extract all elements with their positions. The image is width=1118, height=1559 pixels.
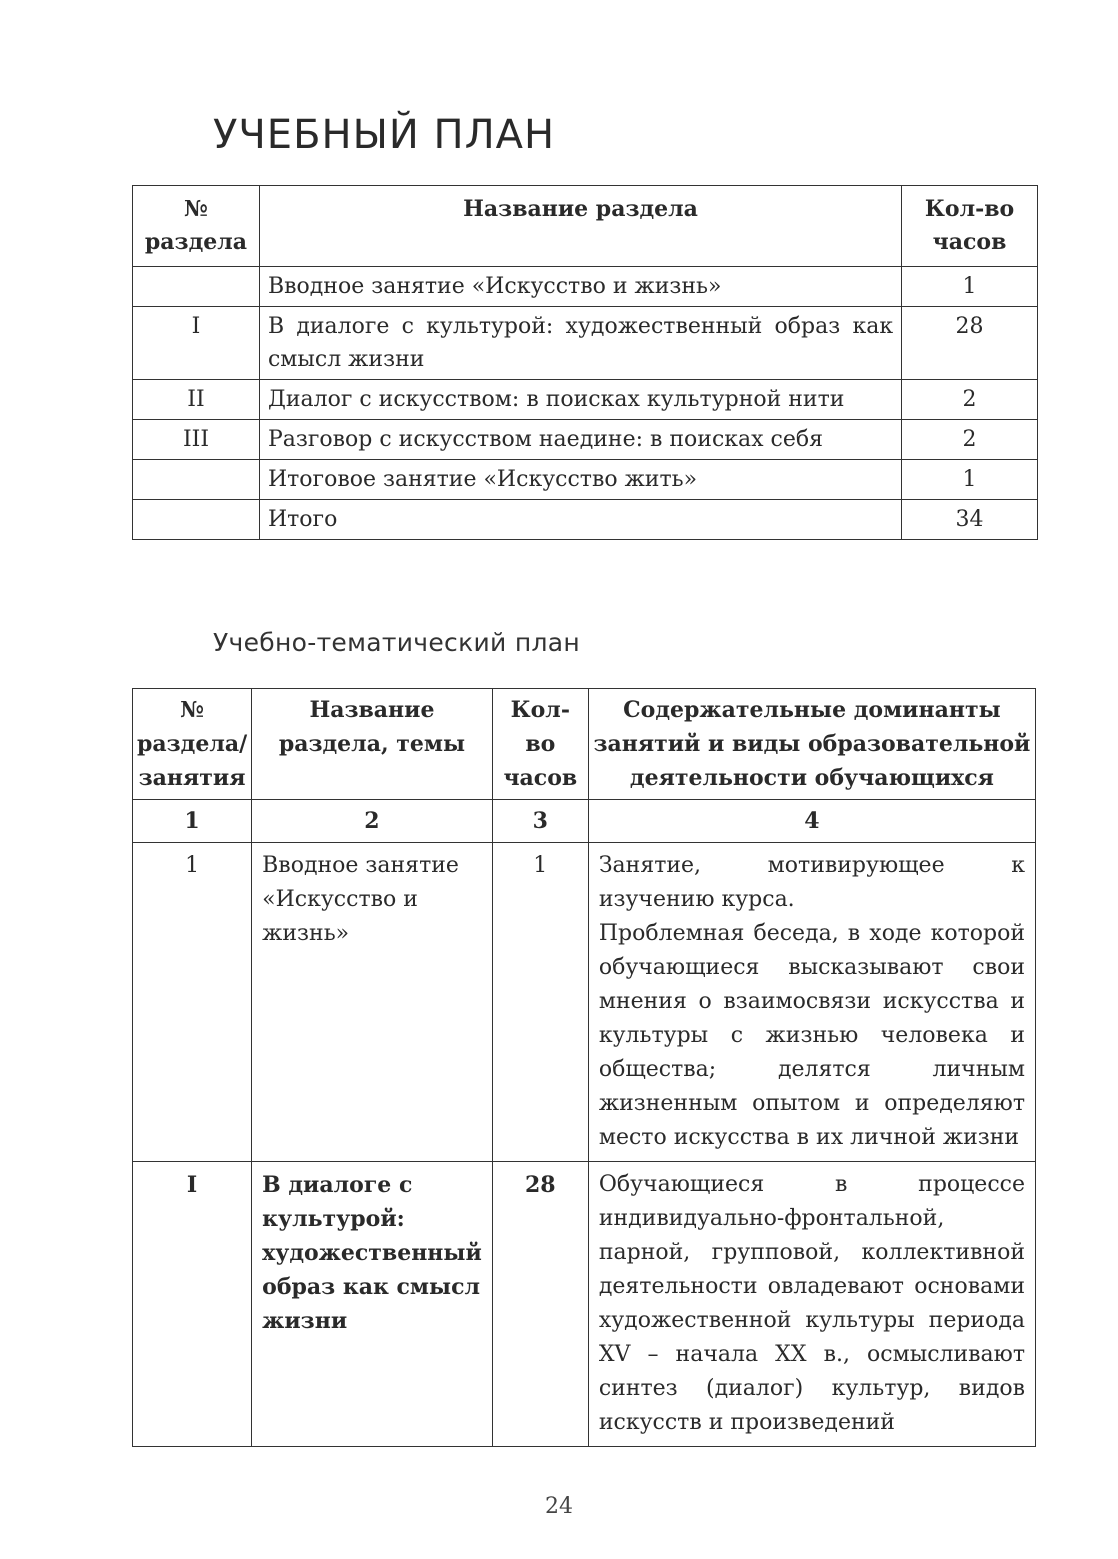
section-number: III xyxy=(133,420,260,460)
header-section-number: № раздела xyxy=(133,186,260,267)
lesson-description xyxy=(588,1162,1035,1447)
column-number: 2 xyxy=(252,800,493,843)
header-topic-name: Название раздела, темы xyxy=(252,689,493,800)
section-number xyxy=(133,460,260,500)
lesson-number: I xyxy=(133,1162,252,1447)
section-name: Итоговое занятие «Искусство жить» xyxy=(259,460,901,500)
header-content: Содержательные доминанты занятий и виды образовательной деятельности обучающихся xyxy=(588,689,1035,800)
table-row xyxy=(133,307,1038,380)
section-number: II xyxy=(133,380,260,420)
lesson-hours: 28 xyxy=(492,1162,588,1447)
lesson-name: В диалоге с культурой: художественный образ как смысл жизни xyxy=(252,1162,493,1447)
header-hours: Кол-во часов xyxy=(492,689,588,800)
section-hours: 1 xyxy=(902,267,1038,307)
lesson-number: 1 xyxy=(133,843,252,1162)
section-name: Итого xyxy=(259,500,901,540)
section-hours: 2 xyxy=(902,420,1038,460)
page-number: 24 xyxy=(545,1494,573,1519)
table-row xyxy=(133,1162,1036,1447)
section-number: I xyxy=(133,307,260,380)
table-header-row xyxy=(133,186,1038,267)
section-name: Разговор с искусством наедине: в поисках себя xyxy=(259,420,901,460)
section-hours: 1 xyxy=(902,460,1038,500)
description-paragraph: Обучающиеся в процессе индивидуально-фронтальной, парной, групповой, коллективной деятельности овладевают основами художественной культуры периода XV – начала XX в., осмысливают синтез (диалог) культур, видов искусств и произведений xyxy=(598,1172,1025,1435)
column-number: 1 xyxy=(133,800,252,843)
table-row xyxy=(133,460,1038,500)
lesson-name: Вводное занятие «Искусство и жизнь» xyxy=(252,843,493,1162)
table-row xyxy=(133,420,1038,460)
curriculum-table xyxy=(132,185,1038,540)
section-name: В диалоге с культурой: художественный образ как смысл жизни xyxy=(259,307,901,380)
section-name: Вводное занятие «Искусство и жизнь» xyxy=(259,267,901,307)
section-hours: 28 xyxy=(902,307,1038,380)
table-row xyxy=(133,380,1038,420)
column-number: 3 xyxy=(492,800,588,843)
page-title: УЧЕБНЫЙ ПЛАН xyxy=(213,112,556,158)
lesson-description xyxy=(588,843,1035,1162)
table-row xyxy=(133,500,1038,540)
thematic-plan-table xyxy=(132,688,1036,1447)
section-hours: 2 xyxy=(902,380,1038,420)
table-row xyxy=(133,843,1036,1162)
section-name: Диалог с искусством: в поисках культурной нити xyxy=(259,380,901,420)
column-number: 4 xyxy=(588,800,1035,843)
description-paragraph: Проблемная беседа, в ходе которой обучающиеся высказывают свои мнения о взаимосвязи искусства и культуры с жизнью человека и общества; делятся личным жизненным опытом и определяют место искусства в их личной жизни xyxy=(598,921,1025,1150)
section-number xyxy=(133,267,260,307)
header-hours: Кол-во часов xyxy=(902,186,1038,267)
column-number-row xyxy=(133,800,1036,843)
description-paragraph: Занятие, мотивирующее к изучению курса. xyxy=(598,853,1025,912)
header-section-name: Название раздела xyxy=(259,186,901,267)
section-hours: 34 xyxy=(902,500,1038,540)
table-row xyxy=(133,267,1038,307)
lesson-hours: 1 xyxy=(492,843,588,1162)
table-header-row xyxy=(133,689,1036,800)
section-subtitle: Учебно-тематический план xyxy=(213,628,581,657)
header-lesson-number: № раздела/ занятия xyxy=(133,689,252,800)
section-number xyxy=(133,500,260,540)
